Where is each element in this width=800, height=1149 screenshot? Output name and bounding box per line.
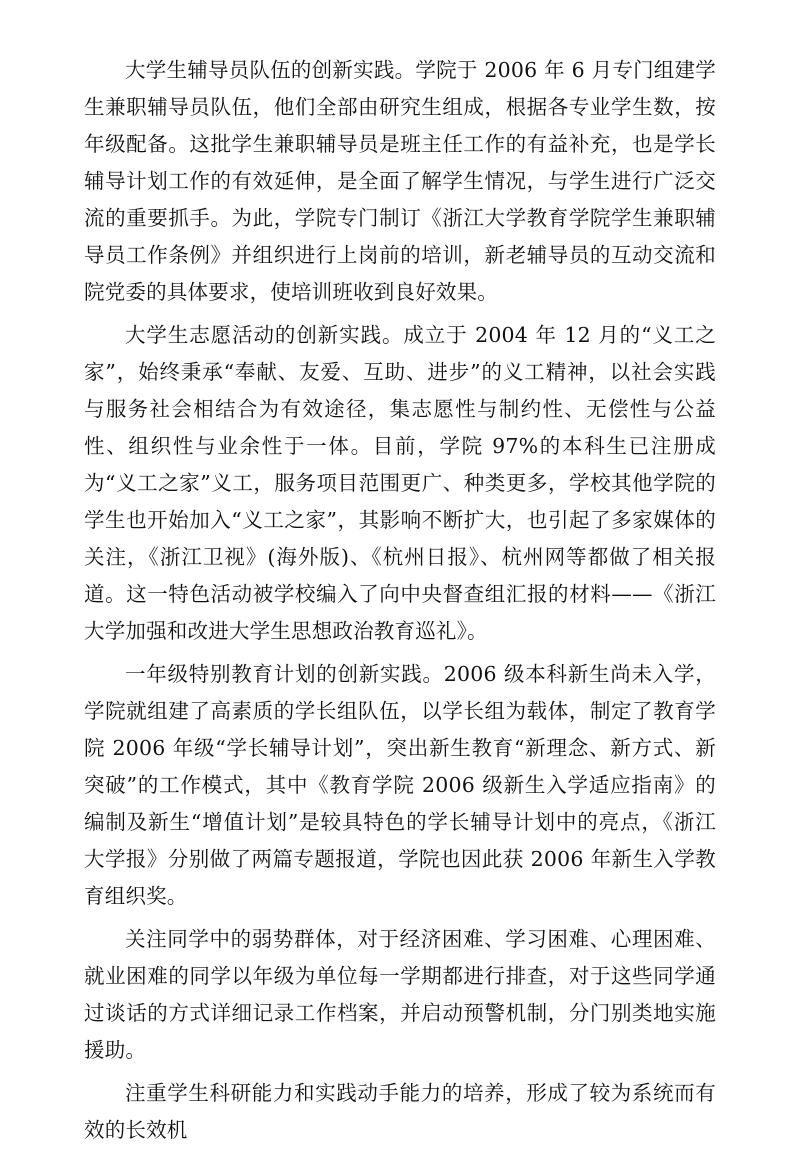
paragraph-vulnerable-groups: 关注同学中的弱势群体，对于经济困难、学习困难、心理困难、就业困难的同学以年级为单位每一学期都进行排查，对于这些同学通过谈话的方式详细记录工作档案，并启动预警机制，分门别类地实施援助。 [84, 927, 716, 1062]
paragraph-counselor-team: 大学生辅导员队伍的创新实践。学院于 2006 年 6 月专门组建学生兼职辅导员队伍，他们全部由研究生组成，根据各专业学生数，按年级配备。这批学生兼职辅导员是班主任工作的有益补充，也是学长辅导计划工作的有效延伸，是全面了解学生情况，与学生进行广泛交流的重要抓手。为此，学院专门制订《浙江大学教育学院学生兼职辅导员工作条例》并组织进行上岗前的培训，新老辅导员的互动交流和院党委的具体要求，使培训班收到良好效果。 [84, 58, 716, 304]
paragraph-freshman-program: 一年级特别教育计划的创新实践。2006 级本科新生尚未入学，学院就组建了高素质的学长组队伍，以学长组为载体，制定了教育学院 2006 年级“学长辅导计划”，突出新生教育“新理念、新方式、新突破”的工作模式，其中《教育学院 2006 级新生入学适应指南》的编制及新生“增值计划”是较具特色的学长辅导计划中的亮点，《浙江大学报》分别做了两篇专题报道，学院也因此获 2006 年新生入学教育组织奖。 [84, 662, 716, 908]
paragraph-research-ability: 注重学生科研能力和实践动手能力的培养，形成了较为系统而有效的长效机 [84, 1081, 716, 1142]
paragraph-volunteer-activity: 大学生志愿活动的创新实践。成立于 2004 年 12 月的“义工之家”，始终秉承“奉献、友爱、互助、进步”的义工精神，以社会实践与服务社会相结合为有效途径，集志愿性与制约性、无偿性与公益性、组织性与业余性于一体。目前，学院 97%的本科生已注册成为“义工之家”义工，服务项目范围更广、种类更多，学校其他学院的学生也开始加入“义工之家”，其影响不断扩大，也引起了多家媒体的关注，《浙江卫视》(海外版)、《杭州日报》、杭州网等都做了相关报道。这一特色活动被学校编入了向中央督查组汇报的材料——《浙江大学加强和改进大学生思想政治教育巡礼》。 [84, 323, 716, 643]
